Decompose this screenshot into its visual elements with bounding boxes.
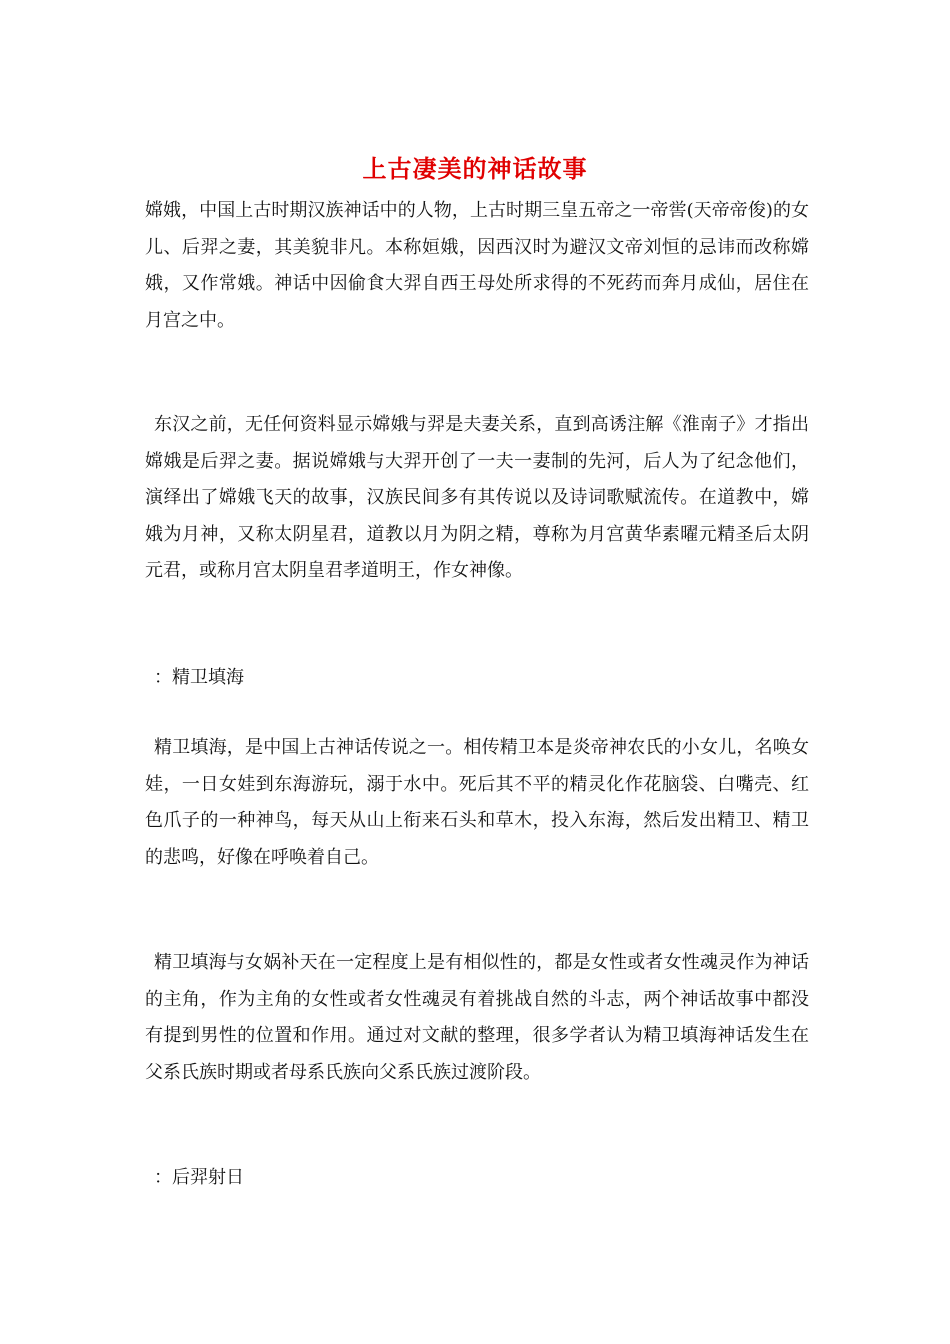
section-heading-jingwei: ：精卫填海	[154, 667, 244, 688]
paragraph-jingwei: 精卫填海，是中国上古神话传说之一。相传精卫本是炎帝神农氏的小女儿，名唤女娃，一日女娃到东海游玩，溺于水中。死后其不平的精灵化作花脑袋、白嘴壳、红色爪子的一种神鸟，每天从山上衔来石头和草木，投入东海，然后发出精卫、精卫的悲鸣，好像在呼唤着自己。	[145, 737, 809, 868]
page-title: 上古凄美的神话故事	[362, 154, 588, 183]
paragraph-change-history: 东汉之前，无任何资料显示嫦娥与羿是夫妻关系，直到高诱注解《淮南子》才指出嫦娥是后羿之妻。据说嫦娥与大羿开创了一夫一妻制的先河，后人为了纪念他们，演绎出了嫦娥飞天的故事，汉族民间多有其传说以及诗词歌赋流传。在道教中，嫦娥为月神，又称太阴星君，道教以月为阴之精，尊称为月宫黄华素曜元精圣后太阴元君，或称月宫太阴皇君孝道明王，作女神像。	[145, 414, 809, 582]
paragraph-change: 嫦娥，中国上古时期汉族神话中的人物，上古时期三皇五帝之一帝喾(天帝帝俊)的女儿、后羿之妻，其美貌非凡。本称姮娥，因西汉时为避汉文帝刘恒的忌讳而改称嫦娥，又作常娥。神话中因偷食大羿自西王母处所求得的不死药而奔月成仙，居住在月宫之中。	[145, 200, 809, 331]
paragraph-jingwei-analysis: 精卫填海与女娲补天在一定程度上是有相似性的，都是女性或者女性魂灵作为神话的主角，作为主角的女性或者女性魂灵有着挑战自然的斗志，两个神话故事中都没有提到男性的位置和作用。通过对文献的整理，很多学者认为精卫填海神话发生在父系氏族时期或者母系氏族向父系氏族过渡阶段。	[145, 952, 809, 1083]
section-heading-houyi: ：后羿射日	[154, 1167, 244, 1188]
